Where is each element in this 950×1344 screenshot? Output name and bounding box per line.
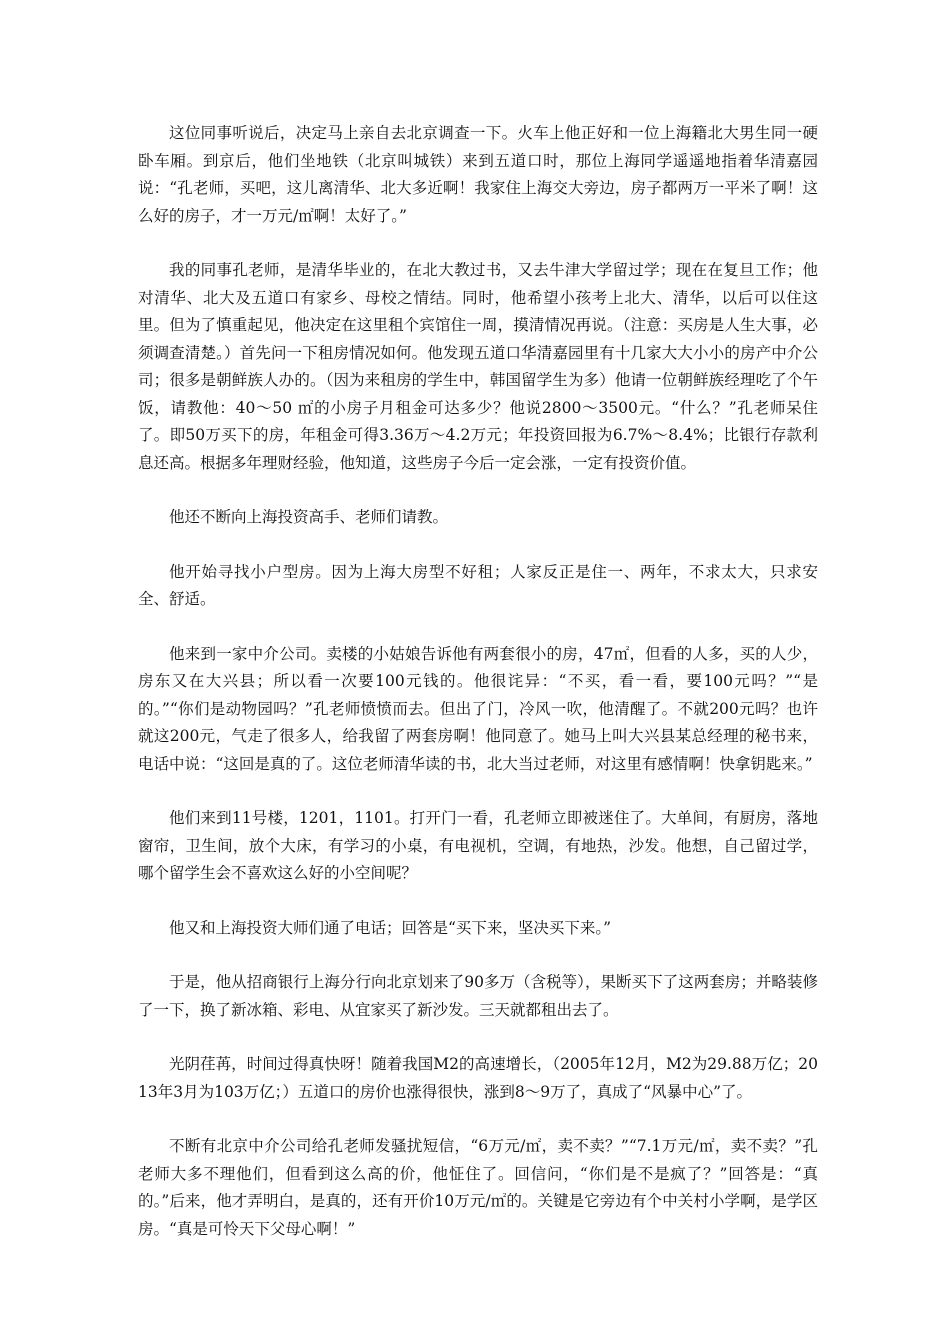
- paragraph-5: 他来到一家中介公司。卖楼的小姑娘告诉他有两套很小的房，47㎡，但看的人多，买的人少，房东又在大兴县；所以看一次要100元钱的。他很诧异：“不买，看一看，要100元吗？”“是的。”“你们是动物园吗？”孔老师愤愤而去。但出了门，冷风一吹，他清醒了。不就200元吗？也许就这200元，气走了很多人，给我留了两套房啊！他同意了。她马上叫大兴县某总经理的秘书来，电话中说：“这回是真的了。这位老师清华读的书，北大当过老师，对这里有感情啊！快拿钥匙来。”: [138, 644, 818, 773]
- paragraph-1: 这位同事听说后，决定马上亲自去北京调查一下。火车上他正好和一位上海籍北大男生同一硬卧车厢。到京后，他们坐地铁（北京叫城铁）来到五道口时，那位上海同学遥遥地指着华清嘉园说：“孔老师，买吧，这儿离清华、北大多近啊！我家住上海交大旁边，房子都两万一平米了啊！这么好的房子，才一万元/㎡啊！太好了。”: [138, 124, 818, 225]
- paragraph-3: 他还不断向上海投资高手、老师们请教。: [169, 508, 449, 526]
- paragraph-6: 他们来到11号楼，1201，1101。打开门一看，孔老师立即被迷住了。大单间，有厨房，落地窗帘，卫生间，放个大床，有学习的小桌，有电视机，空调，有地热，沙发。他想，自己留过学，哪个留学生会不喜欢这么好的小空间呢？: [138, 809, 818, 882]
- paragraph-2: 我的同事孔老师，是清华毕业的，在北大教过书，又去牛津大学留过学；现在在复旦工作；他对清华、北大及五道口有家乡、母校之情结。同时，他希望小孩考上北大、清华，以后可以住这里。但为了慎重起见，他决定在这里租个宾馆住一周，摸清情况再说。（注意：买房是人生大事，必须调查清楚。）首先问一下租房情况如何。他发现五道口华清嘉园里有十几家大大小小的房产中介公司；很多是朝鲜族人办的。（因为来租房的学生中，韩国留学生为多）他请一位朝鲜族经理吃了个午饭，请教他：40～50 ㎡的小房子月租金可达多少？他说2800～3500元。“什么？”孔老师呆住了。即50万买下的房，年租金可得3.36万～4.2万元；年投资回报为6.7%～8.4%；比银行存款利息还高。根据多年理财经验，他知道，这些房子今后一定会涨，一定有投资价值。: [138, 261, 818, 472]
- paragraph-7: 他又和上海投资大师们通了电话；回答是“买下来，坚决买下来。”: [169, 918, 612, 937]
- paragraph-9: 光阴荏苒，时间过得真快呀！随着我国M2的高速增长，（2005年12月，M2为29.88万亿；2013年3月为103万亿；）五道口的房价也涨得很快，涨到8～9万了，真成了“风暴中心”了。: [138, 1055, 818, 1101]
- article-body: [138, 120, 818, 1243]
- paragraph-10: 不断有北京中介公司给孔老师发骚扰短信，“6万元/㎡，卖不卖？”“7.1万元/㎡，卖不卖？”孔老师大多不理他们，但看到这么高的价，他怔住了。回信问，“你们是不是疯了？”回答是：“真的。”后来，他才弄明白，是真的，还有开价10万元/㎡的。关键是它旁边有个中关村小学啊，是学区房。“真是可怜天下父母心啊！”: [138, 1137, 818, 1238]
- paragraph-8: 于是，他从招商银行上海分行向北京划来了90多万（含税等），果断买下了这两套房；并略装修了一下，换了新冰箱、彩电、从宜家买了新沙发。三天就都租出去了。: [138, 973, 818, 1019]
- paragraph-4: 他开始寻找小户型房。因为上海大房型不好租；人家反正是住一、两年，不求太大，只求安全、舒适。: [138, 562, 818, 608]
